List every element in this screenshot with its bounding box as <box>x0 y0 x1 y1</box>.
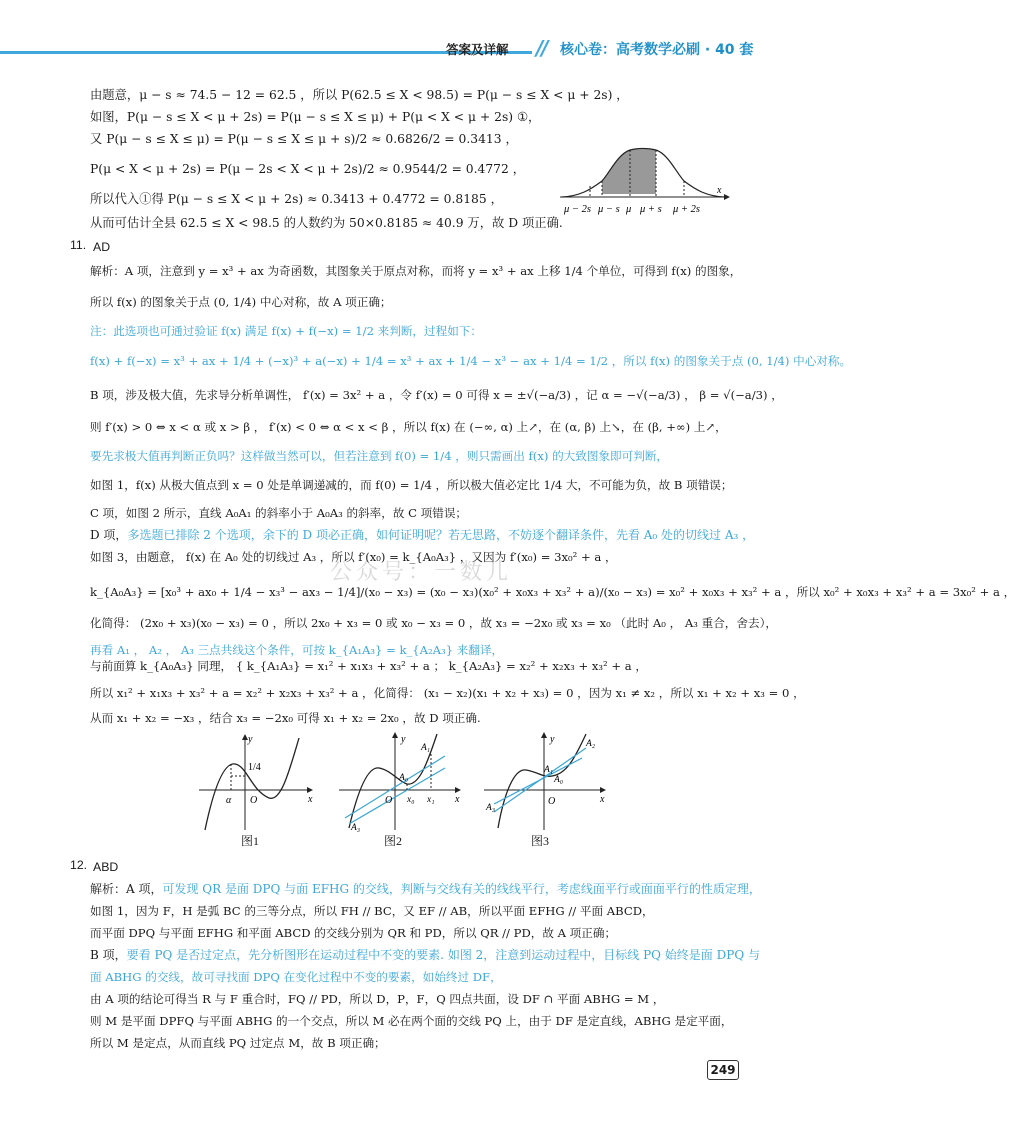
text-line: 则 M 是平面 DPFQ 与平面 ABHG 的一个交点，所以 M 必在两个面的交线 PQ 上，由于 DF 是定直线，ABHG 是定平面， <box>90 1014 733 1028</box>
figure-caption: 图3 <box>531 834 550 848</box>
text-line: 如图 1，f(x) 从极大值点到 x = 0 处是单调递减的，而 f(0) = 1/4 ，所以极大值必定比 1/4 大，不可能为负，故 B 项错误； <box>90 478 733 492</box>
text-line: D 项，多选题已排除 2 个选项，余下的 D 项必正确，如何证明呢？若无思路，不妨逐个翻译条件，先看 A₀ 处的切线过 A₃ ， <box>90 528 755 542</box>
svg-text:A₂: A₂ <box>586 739 596 749</box>
figure-caption: 图2 <box>384 834 403 848</box>
svg-text:A₁: A₁ <box>421 743 431 753</box>
tick-label: μ <box>626 204 632 215</box>
svg-text:A₃: A₃ <box>351 823 361 833</box>
svg-text:x: x <box>308 794 313 805</box>
text-line: 如图 1，因为 F，H 是弧 BC 的三等分点，所以 FH // BC，又 EF // AB，所以平面 EFHG // 平面 ABCD， <box>90 904 654 918</box>
text-line: 化简得： (2x₀ + x₃)(x₀ − x₃) = 0 ，所以 2x₀ + x₃ = 0 或 x₀ − x₃ = 0 ，故 x₃ = −2x₀ 或 x₃ = x₀ （此时 A₀ ， A₃ 重合，舍去）， <box>90 616 777 630</box>
page-number: 249 <box>707 1060 739 1080</box>
text-line: 与前面算 k_{A₀A₃} 同理， { k_{A₁A₃} = x₁² + x₁x₃ + x₃² + a ； k_{A₂A₃} = x₂² + x₂x₃ + x₃² + a ， <box>90 659 647 673</box>
svg-text:A₁: A₁ <box>544 765 554 775</box>
tick-label: μ + 2s <box>673 204 700 215</box>
svg-text:O: O <box>385 795 393 806</box>
axis-label-x: x <box>717 185 722 196</box>
figure-caption: 图1 <box>241 834 260 848</box>
text-line: 如图 3，由题意， f(x) 在 A₀ 处的切线过 A₃ ，所以 f′(x₀) = k_{A₀A₃} ，又因为 f′(x₀) = 3x₀² + a ， <box>90 550 617 564</box>
text-line: 要先求极大值再判断正负吗？这样做当然可以，但若注意到 f(0) = 1/4 ，则只需画出 f(x) 的大致图象即可判断， <box>90 449 669 463</box>
question-number: 11. <box>70 238 87 252</box>
svg-text:A₀: A₀ <box>554 775 564 785</box>
svg-text:1/4: 1/4 <box>248 762 261 773</box>
text-line: 从而 x₁ + x₂ = −x₃ ，结合 x₃ = −2x₀ 可得 x₁ + x₂ = 2x₀ ，故 D 项正确. <box>90 711 481 725</box>
svg-text:A₀: A₀ <box>399 773 409 783</box>
cubic-curve <box>498 734 586 828</box>
question-answer: AD <box>93 240 111 254</box>
question-number: 12. <box>70 858 88 872</box>
text-line: 所以代入①得 P(μ − s ≤ X < μ + 2s) ≈ 0.3413 + 0.4772 = 0.8185 ， <box>90 192 503 206</box>
text-line: C 项，如图 2 所示，直线 A₀A₁ 的斜率小于 A₀A₃ 的斜率，故 C 项错误； <box>90 506 468 520</box>
tick-label: μ − 2s <box>564 204 591 215</box>
text-line: 则 f′(x) > 0 ⇔ x < α 或 x > β ， f′(x) < 0 ⇔ α < x < β ，所以 f(x) 在 (−∞, α) 上↗，在 (α, β) 上↘，在 (β, +∞) 上↗， <box>90 420 727 434</box>
header-section-tag: 答案及详解 <box>446 42 509 57</box>
svg-text:x: x <box>455 794 460 805</box>
text-line: 所以 x₁² + x₁x₃ + x₃² + a = x₂² + x₂x₃ + x₃² + a ，化简得： (x₁ − x₂)(x₁ + x₂ + x₃) = 0 ，因为 x₁ ≠ x₂ ，所以 x₁ + x₂ + x₃ = 0 ， <box>90 686 805 700</box>
text-line: k_{A₀A₃} = [x₀³ + ax₀ + 1/4 − x₃³ − ax₃ − 1/4]/(x₀ − x₃) = (x₀ − x₃)(x₀² + x₀x₃ + x₃² + a)/(x₀ − x₃) = x₀² + x₀x₃ + x₃² + a ，所以 x₀² + x₀x₃ + x₃² + a = 3x₀² + a ， <box>90 585 1015 599</box>
figure-2 <box>335 732 465 832</box>
text-line: 由 A 项的结论可得当 R 与 F 重合时，FQ // PD，所以 D，P，F，Q 四点共面，设 DF ∩ 平面 ABHG = M ， <box>90 992 665 1006</box>
svg-text:A₃: A₃ <box>486 803 496 813</box>
tick-label: μ + s <box>640 204 662 215</box>
svg-text:O: O <box>250 795 258 806</box>
text-line: P(μ < X < μ + 2s) = P(μ − 2s < X < μ + 2s)/2 ≈ 0.9544/2 = 0.4772 ， <box>90 162 526 176</box>
svg-text:x₁: x₁ <box>427 795 435 805</box>
watermark: 公众号：一数儿 <box>330 560 513 585</box>
figure-1 <box>195 732 315 832</box>
svg-text:y: y <box>248 734 253 745</box>
svg-text:x₀: x₀ <box>407 795 415 805</box>
text-line: 如图，P(μ − s ≤ X < μ + 2s) = P(μ − s ≤ X ≤ μ) + P(μ < X < μ + 2s) ①， <box>90 110 541 124</box>
text-line: 从而可估计全县 62.5 ≤ X < 98.5 的人数约为 50×0.8185 ≈ 40.9 万，故 D 项正确. <box>90 216 563 230</box>
cubic-curve <box>205 738 299 830</box>
tick-label: μ − s <box>598 204 620 215</box>
svg-text:O: O <box>548 796 556 807</box>
text-line: 面 ABHG 的交线，故可寻找面 DPQ 在变化过程中不变的要素，如始终过 DF， <box>90 970 502 984</box>
text-line: 注：此选项也可通过验证 f(x) 满足 f(x) + f(−x) = 1/2 来判断，过程如下： <box>90 324 482 338</box>
text-line: 所以 f(x) 的图象关于点 (0, 1/4) 中心对称，故 A 项正确； <box>90 295 392 309</box>
text-line: f(x) + f(−x) = x³ + ax + 1/4 + (−x)³ + a(−x) + 1/4 = x³ + ax + 1/4 − x³ − ax + 1/4 = 1/2 ，所以 f(x) 的图象关于点 (0, 1/4) 中心对称。 <box>90 354 852 368</box>
svg-text:y: y <box>550 734 555 745</box>
text-line: 又 P(μ − s ≤ X ≤ μ) = P(μ − s ≤ X ≤ μ + s)/2 ≈ 0.6826/2 = 0.3413 ， <box>90 132 518 146</box>
svg-text:y: y <box>401 734 406 745</box>
shaded-area <box>602 149 656 195</box>
normal-distribution-figure <box>560 142 730 218</box>
text-line: 而平面 DPQ 与平面 EFHG 和平面 ABCD 的交线分别为 QR 和 PD，所以 QR // PD，故 A 项正确； <box>90 926 617 940</box>
header-slashes: // <box>536 36 547 60</box>
text-line: B 项，要看 PQ 是否过定点，先分析图形在运动过程中不变的要素. 如图 2，注意到运动过程中，目标线 PQ 始终是面 DPQ 与 <box>90 948 760 962</box>
tangent-a0 <box>494 758 582 804</box>
text-line: B 项，涉及极大值，先求导分析单调性， f′(x) = 3x² + a ，令 f′(x) = 0 可得 x = ±√(−a/3) ，记 α = −√(−a/3) ， β = √(−a/3) ， <box>90 388 783 402</box>
text-line: 再看 A₁ ， A₂ ， A₃ 三点共线这个条件，可按 k_{A₁A₃} = k_{A₂A₃} 来翻译， <box>90 643 504 657</box>
text-line: 由题意，μ − s ≈ 74.5 − 12 = 62.5 ，所以 P(62.5 ≤ X < 98.5) = P(μ − s ≤ X < μ + 2s) ， <box>90 88 629 102</box>
text-line: 所以 M 是定点，从而直线 PQ 过定点 M，故 B 项正确； <box>90 1036 386 1050</box>
text-line: 解析：A 项，注意到 y = x³ + ax 为奇函数，其图象关于原点对称，而将 y = x³ + ax 上移 1/4 个单位，可得到 f(x) 的图象， <box>90 264 742 278</box>
question-answer: ABD <box>93 860 119 874</box>
text-line: 解析：A 项，可发现 QR 是面 DPQ 与面 EFHG 的交线，判断与交线有关的线线平行，考虑线面平行或面面平行的性质定理， <box>90 882 761 896</box>
x-axis-arrow <box>724 194 730 200</box>
svg-text:x: x <box>600 794 605 805</box>
figure-3 <box>480 732 610 832</box>
header-brand: 核心卷：高考数学必刷 · 40 套 <box>560 42 754 58</box>
svg-text:α: α <box>226 795 232 806</box>
